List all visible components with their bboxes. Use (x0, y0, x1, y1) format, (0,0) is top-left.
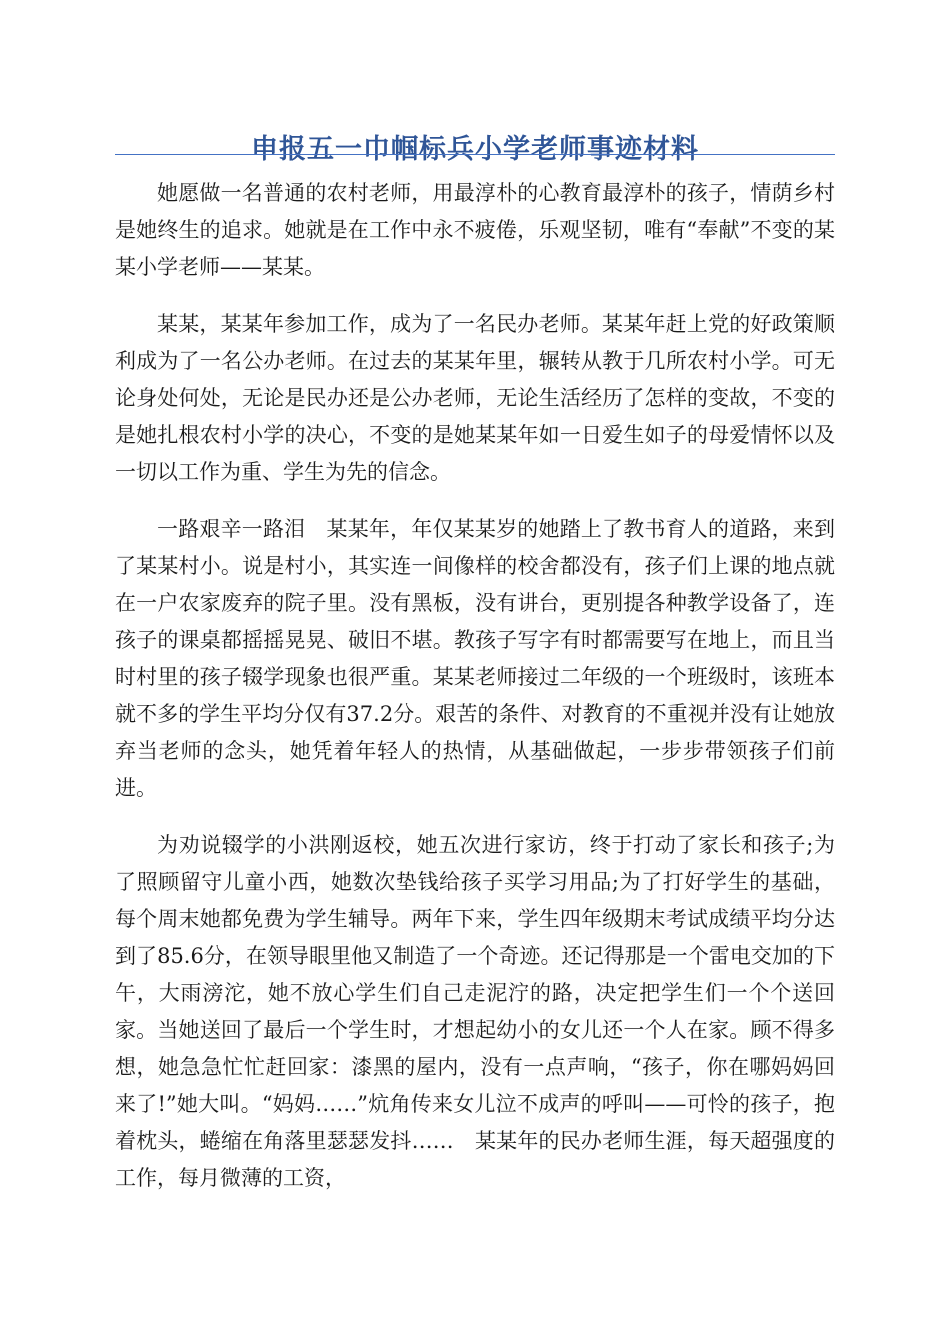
paragraph-3: 一路艰辛一路泪 某某年，年仅某某岁的她踏上了教书育人的道路，来到了某某村小。说是村小，其实连一间像样的校舍都没有，孩子们上课的地点就在一户农家废弃的院子里。没有黑板，没有讲台，更别提各种教学设备了，连孩子的课桌都摇摇晃晃、破旧不堪。教孩子写字有时都需要写在地上，而且当时村里的孩子辍学现象也很严重。某某老师接过二年级的一个班级时，该班本就不多的学生平均分仅有37.2分。艰苦的条件、对教育的不重视并没有让她放弃当老师的念头，她凭着年轻人的热情，从基础做起，一步步带领孩子们前进。 (115, 517, 835, 800)
paragraph-1: 她愿做一名普通的农村老师，用最淳朴的心教育最淳朴的孩子，情荫乡村是她终生的追求。她就是在工作中永不疲倦，乐观坚韧，唯有“奉献”不变的某某小学老师——某某。 (115, 181, 835, 279)
paragraph-4: 为劝说辍学的小洪刚返校，她五次进行家访，终于打动了家长和孩子;为了照顾留守儿童小西，她数次垫钱给孩子买学习用品;为了打好学生的基础，每个周末她都免费为学生辅导。两年下来，学生四年级期末考试成绩平均分达到了85.6分，在领导眼里他又制造了一个奇迹。还记得那是一个雷电交加的下午，大雨滂沱，她不放心学生们自己走泥泞的路，决定把学生们一个个送回家。当她送回了最后一个学生时，才想起幼小的女儿还一个人在家。顾不得多想，她急急忙忙赶回家：漆黑的屋内，没有一点声响，“孩子，你在哪妈妈回来了!”她大叫。“妈妈……”炕角传来女儿泣不成声的呼叫——可怜的孩子，抱着枕头，蜷缩在角落里瑟瑟发抖…… 某某年的民办老师生涯，每天超强度的工作，每月微薄的工资， (115, 833, 835, 1190)
title-underline (115, 154, 835, 155)
document-body (115, 175, 835, 1217)
document-title: 申报五一巾帼标兵小学老师事迹材料 (251, 134, 699, 166)
paragraph-2: 某某，某某年参加工作，成为了一名民办老师。某某年赶上党的好政策顺利成为了一名公办老师。在过去的某某年里，辗转从教于几所农村小学。可无论身处何处，无论是民办还是公办老师，无论生活经历了怎样的变故，不变的是她扎根农村小学的决心，不变的是她某某年如一日爱生如子的母爱情怀以及一切以工作为重、学生为先的信念。 (115, 312, 835, 484)
